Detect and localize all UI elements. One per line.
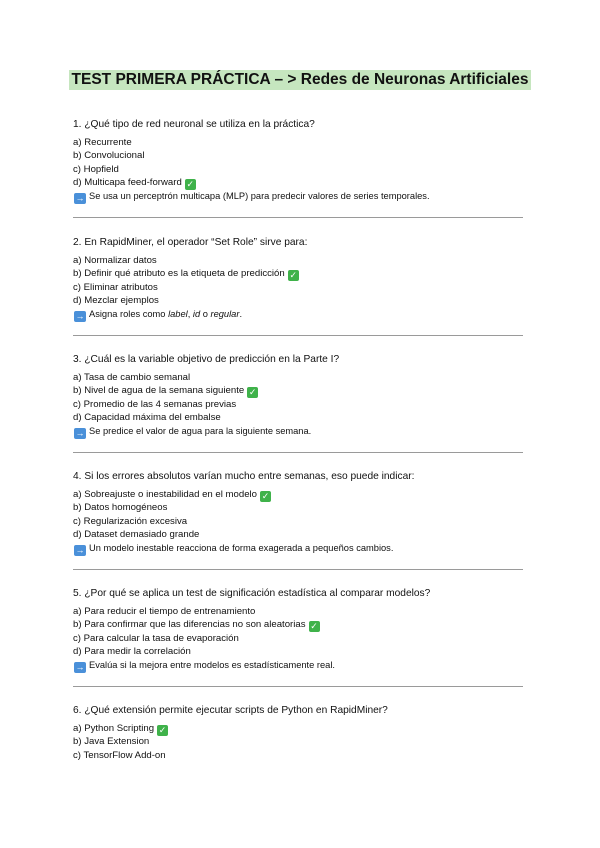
option-b: b) Nivel de agua de la semana siguiente ✓: [73, 385, 257, 398]
explanation: → Se usa un perceptrón multicapa (MLP) para predecir valores de series temporales.: [75, 190, 430, 203]
arrow-right-icon: →: [75, 310, 85, 321]
option-d: d) Capacidad máxima del embalse: [73, 412, 221, 424]
option-c: c) Para calcular la tasa de evaporación: [73, 632, 239, 644]
check-icon: ✓: [248, 387, 257, 398]
option-a: a) Recurrente: [73, 137, 132, 148]
option-c: c) Promedio de las 4 semanas previas: [73, 398, 237, 410]
arrow-right-icon: →: [75, 544, 85, 555]
question-2: [73, 236, 533, 321]
option-d: d) Multicapa feed-forward ✓: [73, 177, 195, 190]
check-icon: ✓: [158, 725, 167, 735]
option-a: a) Para reducir el tiempo de entrenamiento: [73, 606, 256, 617]
explanation: → Se predice el valor de agua para la siguiente semana.: [75, 425, 312, 438]
check-icon: ✓: [289, 270, 297, 281]
check-icon: ✓: [261, 491, 270, 501]
divider: [73, 569, 523, 570]
option-a: a) Normalizar datos: [73, 255, 157, 266]
option-a: a) Tasa de cambio semanal: [73, 372, 191, 383]
question-text: 1. ¿Qué tipo de red neuronal se utiliza en la práctica?: [73, 119, 315, 130]
option-b: b) Definir qué atributo es la etiqueta de predicción ✓: [73, 268, 297, 281]
arrow-right-icon: →: [75, 661, 85, 672]
check-icon: ✓: [186, 179, 195, 190]
explanation: → Un modelo inestable reacciona de forma exagerada a pequeños cambios.: [75, 542, 394, 555]
question-text: 5. ¿Por qué se aplica un test de significación estadística al comparar modelos?: [73, 588, 431, 599]
question-4: [73, 470, 533, 555]
option-c: c) Regularización excesiva: [73, 515, 188, 527]
question-3: [73, 353, 533, 438]
option-a: a) Python Scripting ✓: [73, 723, 167, 735]
option-b: b) Datos homogéneos: [73, 502, 168, 514]
question-text: 4. Si los errores absolutos varían mucho entre semanas, eso puede indicar:: [73, 471, 415, 482]
question-6: [73, 704, 533, 762]
question-text: 2. En RapidMiner, el operador “Set Role” sirve para:: [73, 237, 308, 248]
question-text: 3. ¿Cuál es la variable objetivo de predicción en la Parte I?: [73, 354, 340, 365]
divider: [73, 335, 523, 336]
arrow-right-icon: →: [75, 427, 85, 438]
option-c: c) Hopfield: [73, 163, 119, 175]
option-d: d) Dataset demasiado grande: [73, 529, 200, 541]
question-1: [73, 118, 533, 203]
divider: [73, 452, 523, 453]
explanation: → Asigna roles como label, id o regular.: [75, 308, 243, 321]
explanation: → Evalúa si la mejora entre modelos es estadísticamente real.: [75, 659, 335, 672]
option-d: d) Para medir la correlación: [73, 646, 191, 658]
arrow-right-icon: →: [75, 192, 85, 203]
option-c: c) Eliminar atributos: [73, 281, 158, 293]
divider: [73, 686, 523, 687]
check-icon: ✓: [310, 621, 318, 632]
option-b: b) Para confirmar que las diferencias no son aleatorias ✓: [73, 619, 318, 632]
page-title: TEST PRIMERA PRÁCTICA – > Redes de Neuronas Artificiales: [69, 70, 532, 90]
option-b: b) Java Extension: [73, 736, 150, 748]
question-text: 6. ¿Qué extensión permite ejecutar scripts de Python en RapidMiner?: [73, 705, 388, 716]
option-a: a) Sobreajuste o inestabilidad en el modelo ✓: [73, 489, 270, 501]
option-b: b) Convolucional: [73, 150, 145, 162]
question-5: [73, 587, 533, 672]
divider: [73, 217, 523, 218]
option-c: c) TensorFlow Add-on: [73, 749, 166, 761]
option-d: d) Mezclar ejemplos: [73, 295, 159, 307]
title-wrap: [0, 70, 600, 90]
